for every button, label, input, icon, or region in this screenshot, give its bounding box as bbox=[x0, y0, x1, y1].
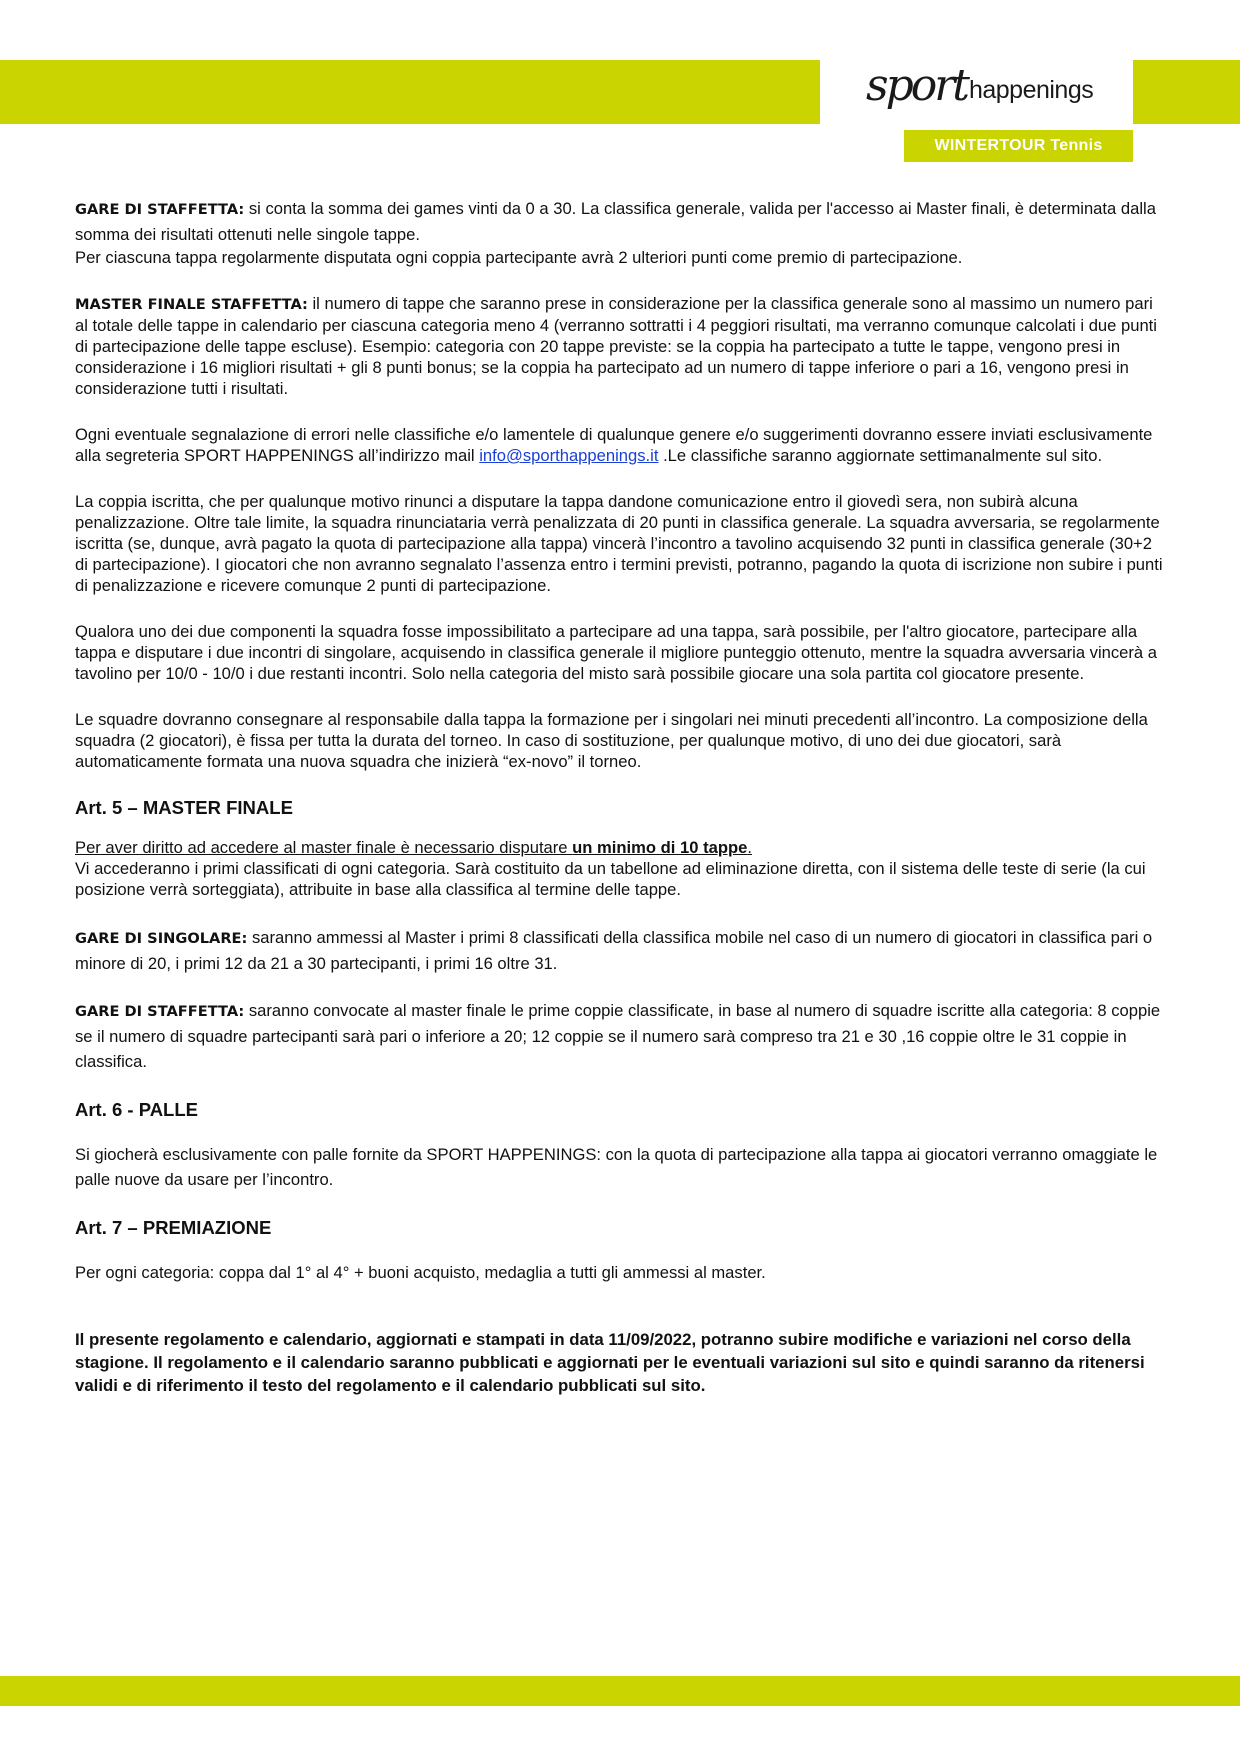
final-note: Il presente regolamento e calendario, aggiornati e stampati in data 11/09/2022, potranno subire modifiche e variazioni nel corso della stagione. Il regolamento e il calendario saranno pubblicati e aggiornati per le eventuali variazioni sul sito e quindi saranno da ritenersi validi e di riferimento il testo del regolamento e il calendario pubblicati sul sito. bbox=[75, 1330, 1145, 1395]
paragraph-singolare bbox=[75, 925, 1165, 976]
label-master-finale-staffetta: MASTER FINALE STAFFETTA: bbox=[75, 296, 308, 313]
segnalazioni-text-a: Ogni eventuale segnalazione di errori nelle classifiche e/o lamentele di qualunque genere e/o suggerimenti dovranno essere inviati esclusivamente alla segreteria SPORT HAPPENINGS all’indirizzo mail bbox=[75, 425, 1153, 465]
staffetta-master-text: saranno convocate al master finale le prime coppie classificate, in base al numero di squadre iscritte alla categoria: 8 coppie se il numero di squadre partecipanti sarà pari o inferiore a 20; 12 coppie se il numero sarà compreso tra 21 e 30 ,16 coppie oltre le 31 coppie in classifica. bbox=[75, 1001, 1161, 1071]
art6-heading: Art. 6 - PALLE bbox=[75, 1099, 198, 1120]
document-body bbox=[75, 196, 1165, 1397]
art5-heading: Art. 5 – MASTER FINALE bbox=[75, 797, 293, 818]
paragraph-rinuncia: La coppia iscritta, che per qualunque motivo rinunci a disputare la tappa dandone comunicazione entro il giovedì sera, non subirà alcuna penalizzazione. Oltre tale limite, la squadra rinunciataria verrà penalizzata di 20 punti in classifica generale. La squadra avversaria, se regolarmente iscritta (se, dunque, avrà pagato la quota di partecipazione alla tappa) vincerà l’incontro a tavolino acquisendo 32 punti in classifica generale (30+2 di partecipazione). I giocatori che non avranno segnalato l’assenza entro i termini previsti, potranno, pagando la quota di iscrizione non subire i punti di penalizzazione e ricevere comunque 2 punti di partecipazione. bbox=[75, 492, 1163, 595]
logo-happenings-text: happenings bbox=[968, 76, 1094, 104]
email-link[interactable]: info@sporthappenings.it bbox=[479, 446, 659, 465]
art5-req-a: Per aver diritto ad accedere al master finale è necessario disputare bbox=[75, 838, 573, 857]
master-staffetta-text: il numero di tappe che saranno prese in considerazione per la classifica generale sono al massimo un numero pari al totale delle tappe in calendario per ciascuna categoria meno 4 (verranno sottratti i 4 peggiori risultati, ma verranno comunque calcolati i due punti di partecipazione delle tappe escluse). Esempio: categoria con 20 tappe previste: se la coppia ha partecipato a tutte le tappe, vengono presi in considerazione i 16 migliori risultati + gli 8 punti bonus; se la coppia ha partecipato ad un numero di tappe inferiore o pari a 16, vengono presi in considerazione tutti i risultati. bbox=[75, 294, 1157, 398]
art6-text: Si giocherà esclusivamente con palle fornite da SPORT HAPPENINGS: con la quota di partecipazione alla tappa ai giocatori verranno omaggiate le palle nuove da usare per l’incontro. bbox=[75, 1145, 1158, 1189]
segnalazioni-text-b: .Le classifiche saranno aggiornate settimanalmente sul sito. bbox=[658, 446, 1103, 465]
paragraph-staffetta bbox=[75, 196, 1165, 247]
sport-happenings-logo bbox=[866, 60, 1094, 111]
footer-band bbox=[0, 1676, 1240, 1706]
paragraph-segnalazioni bbox=[75, 424, 1165, 466]
paragraph-impossibilitato: Qualora uno dei due componenti la squadra fosse impossibilitato a partecipare ad una tappa, sarà possibile, per l'altro giocatore, partecipare alla tappa e disputare i due incontri di singolare, acquisendo in classifica generale il migliore punteggio ottenuto, mentre la squadra avversaria vincerà a tavolino per 10/0 - 10/0 i due restanti incontri. Solo nella categoria del misto sarà possibile giocare una sola partita col giocatore presente. bbox=[75, 622, 1157, 683]
paragraph-master-staffetta bbox=[75, 293, 1165, 399]
singolare-text: saranno ammessi al Master i primi 8 classificati della classifica mobile nel caso di un numero di giocatori in classifica pari o minore di 20, i primi 12 da 21 a 30 partecipanti, i primi 16 oltre 31. bbox=[75, 928, 1153, 973]
label-gare-singolare: GARE DI SINGOLARE: bbox=[75, 930, 248, 947]
art5-req-b: un minimo di 10 tappe bbox=[572, 838, 748, 857]
art7-text: Per ogni categoria: coppa dal 1° al 4° + buoni acquisto, medaglia a tutti gli ammessi al master. bbox=[75, 1263, 766, 1282]
art5-requirement bbox=[75, 837, 1165, 858]
logo-sport-text: sport bbox=[866, 60, 967, 111]
label-gare-staffetta: GARE DI STAFFETTA: bbox=[75, 201, 245, 218]
paragraph-staffetta-master bbox=[75, 998, 1165, 1074]
staffetta-text-b: Per ciascuna tappa regolarmente disputata ogni coppia partecipante avrà 2 ulteriori punti come premio di partecipazione. bbox=[75, 248, 963, 267]
art5-req-c: . bbox=[747, 838, 752, 857]
wintertour-tag: WINTERTOUR Tennis bbox=[904, 130, 1133, 162]
label-gare-staffetta-2: GARE DI STAFFETTA: bbox=[75, 1003, 245, 1020]
art5-text: Vi accederanno i primi classificati di ogni categoria. Sarà costituito da un tabellone ad eliminazione diretta, con il sistema delle teste di serie (la cui posizione verrà sorteggiata), attribuite in base alla classifica al termine delle tappe. bbox=[75, 859, 1146, 899]
paragraph-formazione: Le squadre dovranno consegnare al responsabile dalla tappa la formazione per i singolari nei minuti precedenti all’incontro. La composizione della squadra (2 giocatori), è fissa per tutta la durata del torneo. In caso di sostituzione, per qualunque motivo, di uno dei due giocatori, sarà automaticamente formata una nuova squadra che inizierà “ex-novo” il torneo. bbox=[75, 710, 1148, 771]
art7-heading: Art. 7 – PREMIAZIONE bbox=[75, 1217, 272, 1238]
staffetta-text-a: si conta la somma dei games vinti da 0 a 30. La classifica generale, valida per l'accesso ai Master finali, è determinata dalla somma dei risultati ottenuti nelle singole tappe. bbox=[75, 199, 1156, 244]
